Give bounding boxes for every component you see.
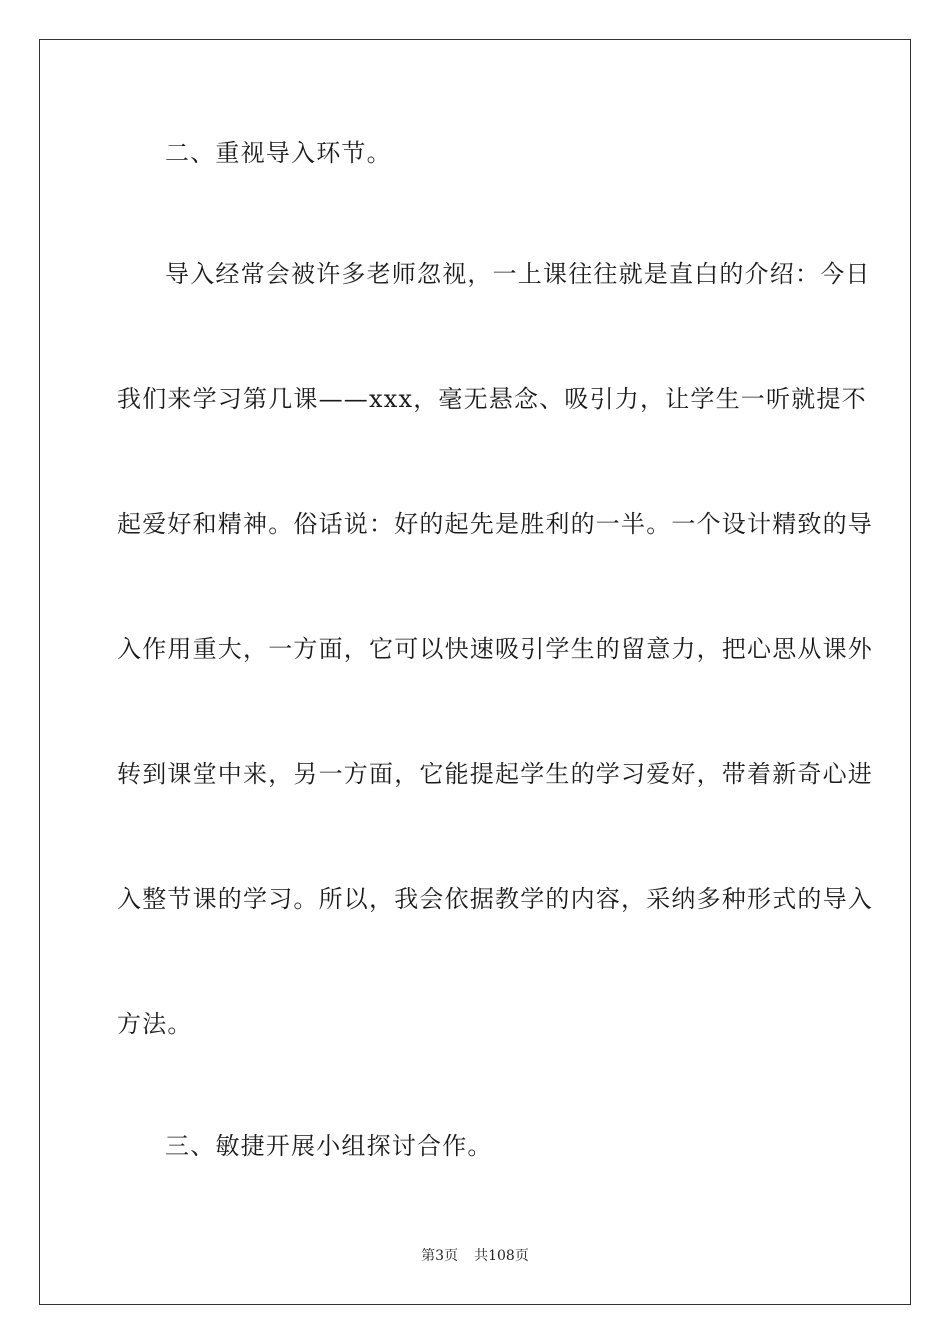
paragraph-line-3: 起爱好和精神。俗话说：好的起先是胜利的一半。一个设计精致的导	[117, 510, 873, 538]
page-footer	[0, 1246, 950, 1266]
paragraph-line-4: 入作用重大，一方面，它可以快速吸引学生的留意力，把心思从课外	[117, 635, 873, 663]
paragraph-line-5: 转到课堂中来，另一方面，它能提起学生的学习爱好，带着新奇心进	[117, 760, 873, 788]
page-border	[39, 39, 911, 1305]
page-total: 共108页	[474, 1248, 529, 1264]
page-number: 第3页	[421, 1248, 459, 1264]
section-heading-3: 三、敏捷开展小组探讨合作。	[165, 1132, 493, 1160]
paragraph-line-6: 入整节课的学习。所以，我会依据教学的内容，采纳多种形式的导入	[117, 885, 873, 913]
paragraph-line-1: 导入经常会被许多老师忽视，一上课往往就是直白的介绍：今日	[165, 260, 871, 288]
paragraph-line-2: 我们来学习第几课——xxx，毫无悬念、吸引力，让学生一听就提不	[117, 385, 867, 413]
paragraph-line-7: 方法。	[117, 1010, 193, 1038]
section-heading-2: 二、重视导入环节。	[165, 139, 392, 167]
